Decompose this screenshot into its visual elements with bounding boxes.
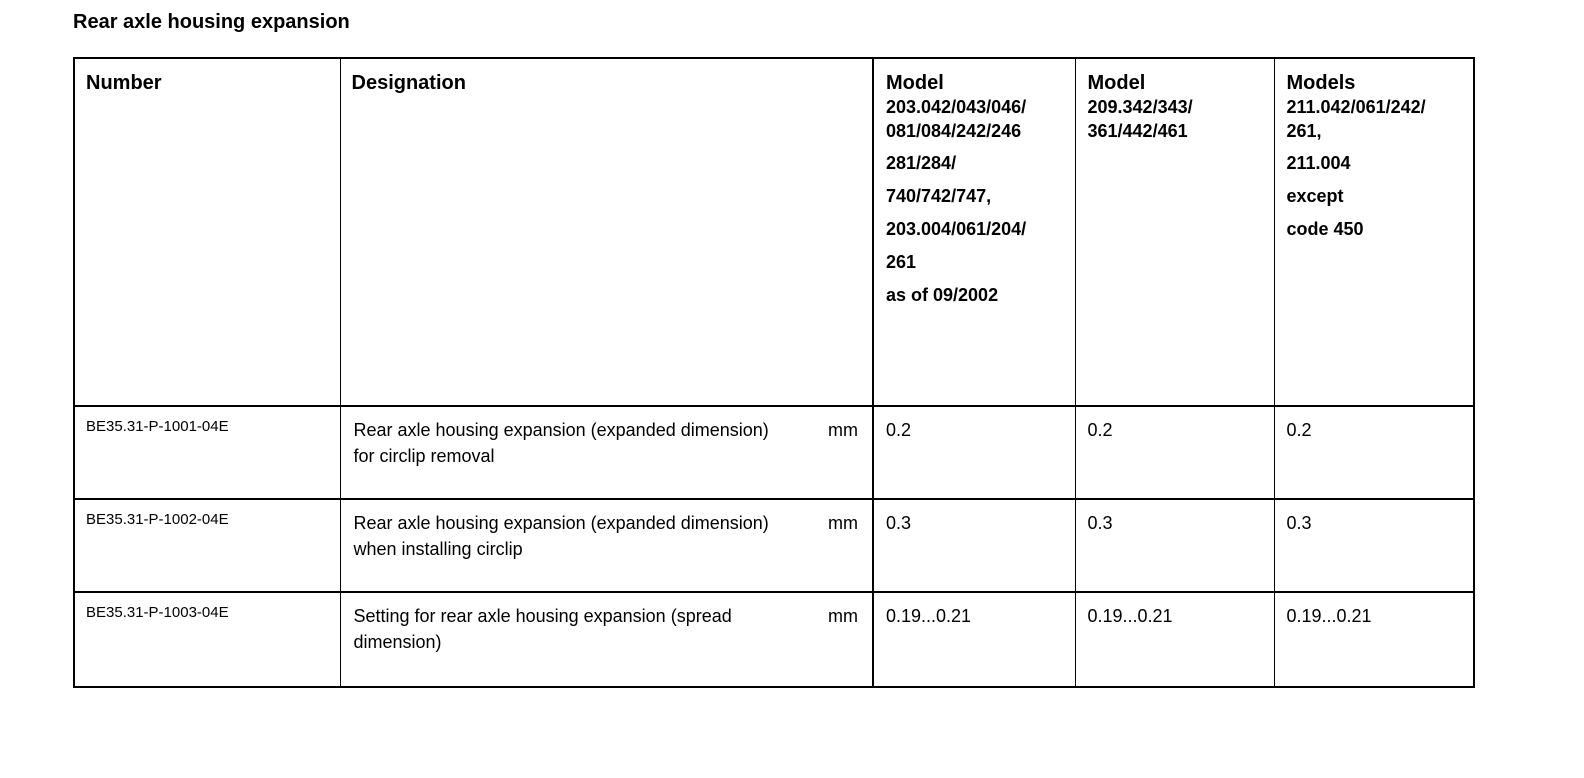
- row-value: 0.2: [1087, 420, 1113, 440]
- header-model-1-line: 281/284/: [886, 153, 957, 173]
- header-model-3: [1274, 58, 1474, 406]
- cell-value-model-3: [1274, 499, 1474, 592]
- cell-value-model-2: [1075, 499, 1274, 592]
- cell-value-model-3: [1274, 406, 1474, 499]
- row-designation: Setting for rear axle housing expansion (spread dimension): [353, 606, 732, 652]
- header-model-3-line: Models: [1286, 72, 1356, 94]
- cell-number: [74, 499, 340, 592]
- header-model-2-line: 361/442/461: [1087, 121, 1188, 141]
- header-model-2-line: Model: [1087, 72, 1146, 94]
- row-unit: mm: [828, 513, 858, 533]
- header-model-3-line: 211.004: [1286, 153, 1351, 173]
- header-model-1-line: 261: [886, 252, 917, 272]
- header-number: [74, 58, 340, 406]
- cell-number: [74, 406, 340, 499]
- cell-designation: [340, 406, 873, 499]
- header-model-1-line: Model: [886, 72, 944, 94]
- header-model-3-line: code 450: [1286, 219, 1364, 239]
- row-value: 0.2: [1286, 420, 1312, 440]
- cell-designation: [340, 499, 873, 592]
- header-model-1-line: 203.042/043/046/: [886, 97, 1027, 117]
- header-model-2-line: 209.342/343/: [1087, 97, 1193, 117]
- row-number: BE35.31-P-1003-04E: [86, 604, 229, 621]
- row-designation: Rear axle housing expansion (expanded dimension) when installing circlip: [353, 513, 769, 559]
- row-value: 0.3: [1286, 513, 1312, 533]
- header-model-3-line: except: [1286, 186, 1344, 206]
- header-model-1-line: 081/084/242/246: [886, 121, 1022, 141]
- cell-number: [74, 592, 340, 687]
- header-designation: [340, 58, 873, 406]
- table-row: [74, 499, 1474, 592]
- row-unit: mm: [828, 606, 858, 626]
- cell-value-model-1: [873, 592, 1075, 687]
- spec-table: [73, 57, 1475, 688]
- header-model-1: [873, 58, 1075, 406]
- header-model-1-line: 203.004/061/204/: [886, 219, 1027, 239]
- header-designation-label: Designation: [351, 72, 466, 94]
- row-number: BE35.31-P-1001-04E: [86, 418, 229, 435]
- table-row: [74, 406, 1474, 499]
- row-number: BE35.31-P-1002-04E: [86, 511, 229, 528]
- header-model-1-line: 740/742/747,: [886, 186, 992, 206]
- document-title: Rear axle housing expansion: [73, 11, 350, 33]
- row-value: 0.3: [886, 513, 912, 533]
- table-header-row: [74, 58, 1474, 406]
- row-unit: mm: [828, 420, 858, 440]
- cell-designation: [340, 592, 873, 687]
- header-model-2: [1075, 58, 1274, 406]
- cell-value-model-1: [873, 406, 1075, 499]
- cell-value-model-3: [1274, 592, 1474, 687]
- cell-value-model-2: [1075, 406, 1274, 499]
- row-value: 0.19...0.21: [886, 606, 972, 626]
- row-value: 0.19...0.21: [1286, 606, 1372, 626]
- row-designation: Rear axle housing expansion (expanded dimension) for circlip removal: [353, 420, 769, 466]
- table-row: [74, 592, 1474, 687]
- row-value: 0.19...0.21: [1087, 606, 1173, 626]
- row-value: 0.2: [886, 420, 912, 440]
- header-model-3-line: 261,: [1286, 121, 1322, 141]
- row-value: 0.3: [1087, 513, 1113, 533]
- header-number-label: Number: [86, 72, 162, 94]
- header-model-3-line: 211.042/061/242/: [1286, 97, 1426, 117]
- header-model-1-line: as of 09/2002: [886, 285, 999, 305]
- cell-value-model-2: [1075, 592, 1274, 687]
- cell-value-model-1: [873, 499, 1075, 592]
